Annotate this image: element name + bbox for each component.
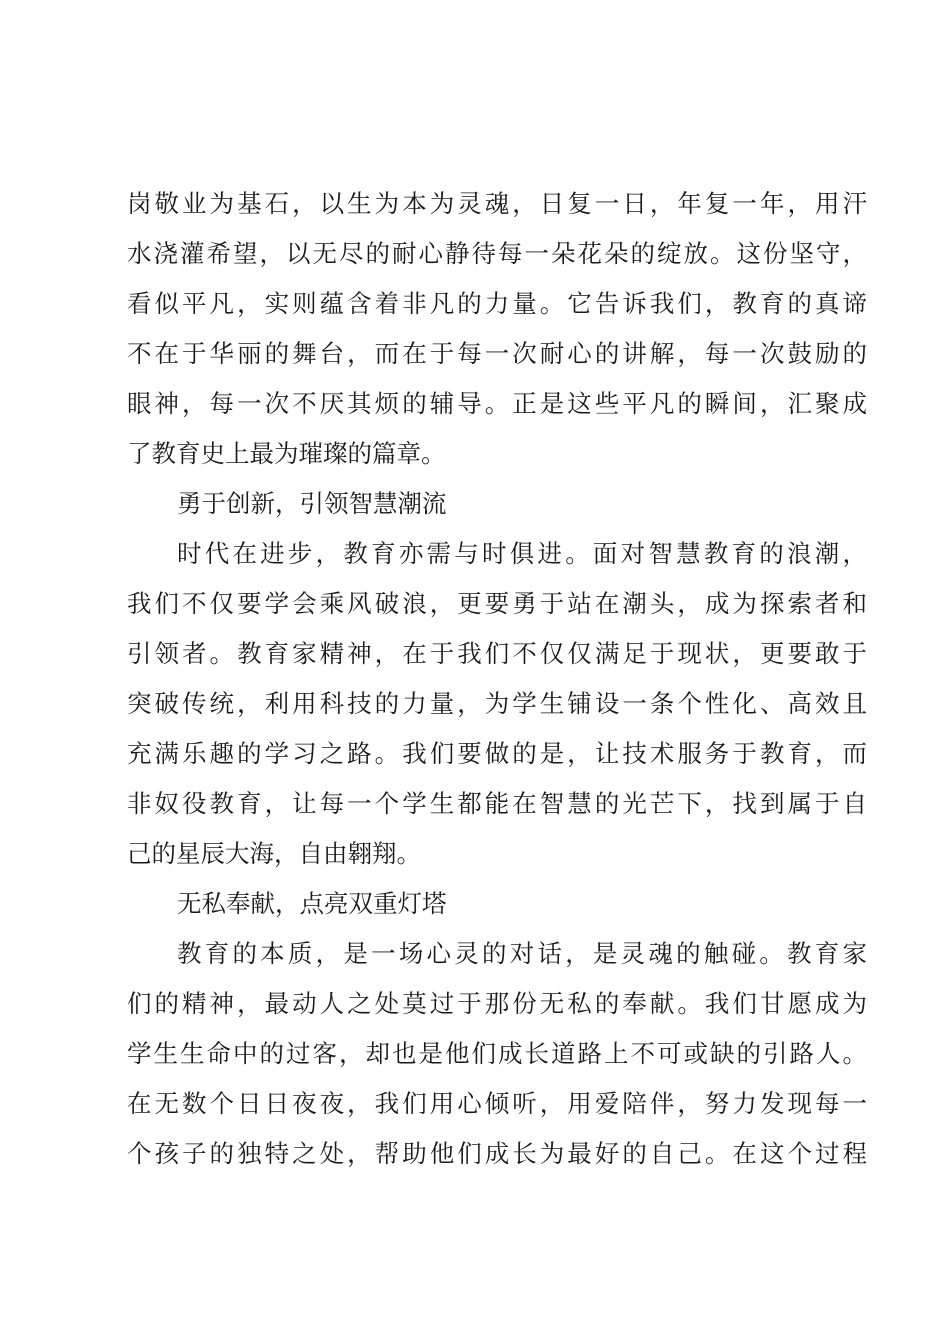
paragraph-line: 了教育史上最为璀璨的篇章。 [127, 439, 446, 468]
paragraph-line: 在无数个日日夜夜，我们用心倾听，用爱陪伴，努力发现每一 [127, 1089, 867, 1118]
section-heading: 勇于创新，引领智慧潮流 [177, 489, 447, 518]
paragraph-line: 水浇灌希望，以无尽的耐心静待每一朵花朵的绽放。这份坚守， [127, 239, 867, 268]
paragraph-line: 突破传统，利用科技的力量，为学生铺设一条个性化、高效且 [127, 689, 867, 718]
paragraph-line: 看似平凡，实则蕴含着非凡的力量。它告诉我们，教育的真谛 [127, 289, 867, 318]
paragraph-line: 我们不仅要学会乘风破浪，更要勇于站在潮头，成为探索者和 [127, 589, 867, 618]
paragraph-line: 岗敬业为基石，以生为本为灵魂，日复一日，年复一年，用汗 [127, 189, 867, 218]
paragraph-line: 引领者。教育家精神，在于我们不仅仅满足于现状，更要敢于 [127, 639, 867, 668]
paragraph-line: 个孩子的独特之处，帮助他们成长为最好的自己。在这个过程 [127, 1139, 867, 1168]
section-heading: 无私奉献，点亮双重灯塔 [177, 889, 447, 918]
paragraph-line: 己的星辰大海，自由翱翔。 [127, 839, 421, 868]
paragraph-line: 不在于华丽的舞台，而在于每一次耐心的讲解，每一次鼓励的 [127, 339, 867, 368]
paragraph-line: 时代在进步，教育亦需与时俱进。面对智慧教育的浪潮， [177, 539, 867, 568]
paragraph-line: 们的精神，最动人之处莫过于那份无私的奉献。我们甘愿成为 [127, 989, 867, 1018]
paragraph-line: 眼神，每一次不厌其烦的辅导。正是这些平凡的瞬间，汇聚成 [127, 389, 867, 418]
paragraph-line: 学生生命中的过客，却也是他们成长道路上不可或缺的引路人。 [127, 1039, 867, 1068]
paragraph-line: 非奴役教育，让每一个学生都能在智慧的光芒下，找到属于自 [127, 789, 867, 818]
paragraph-line: 充满乐趣的学习之路。我们要做的是，让技术服务于教育，而 [127, 739, 867, 768]
paragraph-line: 教育的本质，是一场心灵的对话，是灵魂的触碰。教育家 [177, 939, 867, 968]
